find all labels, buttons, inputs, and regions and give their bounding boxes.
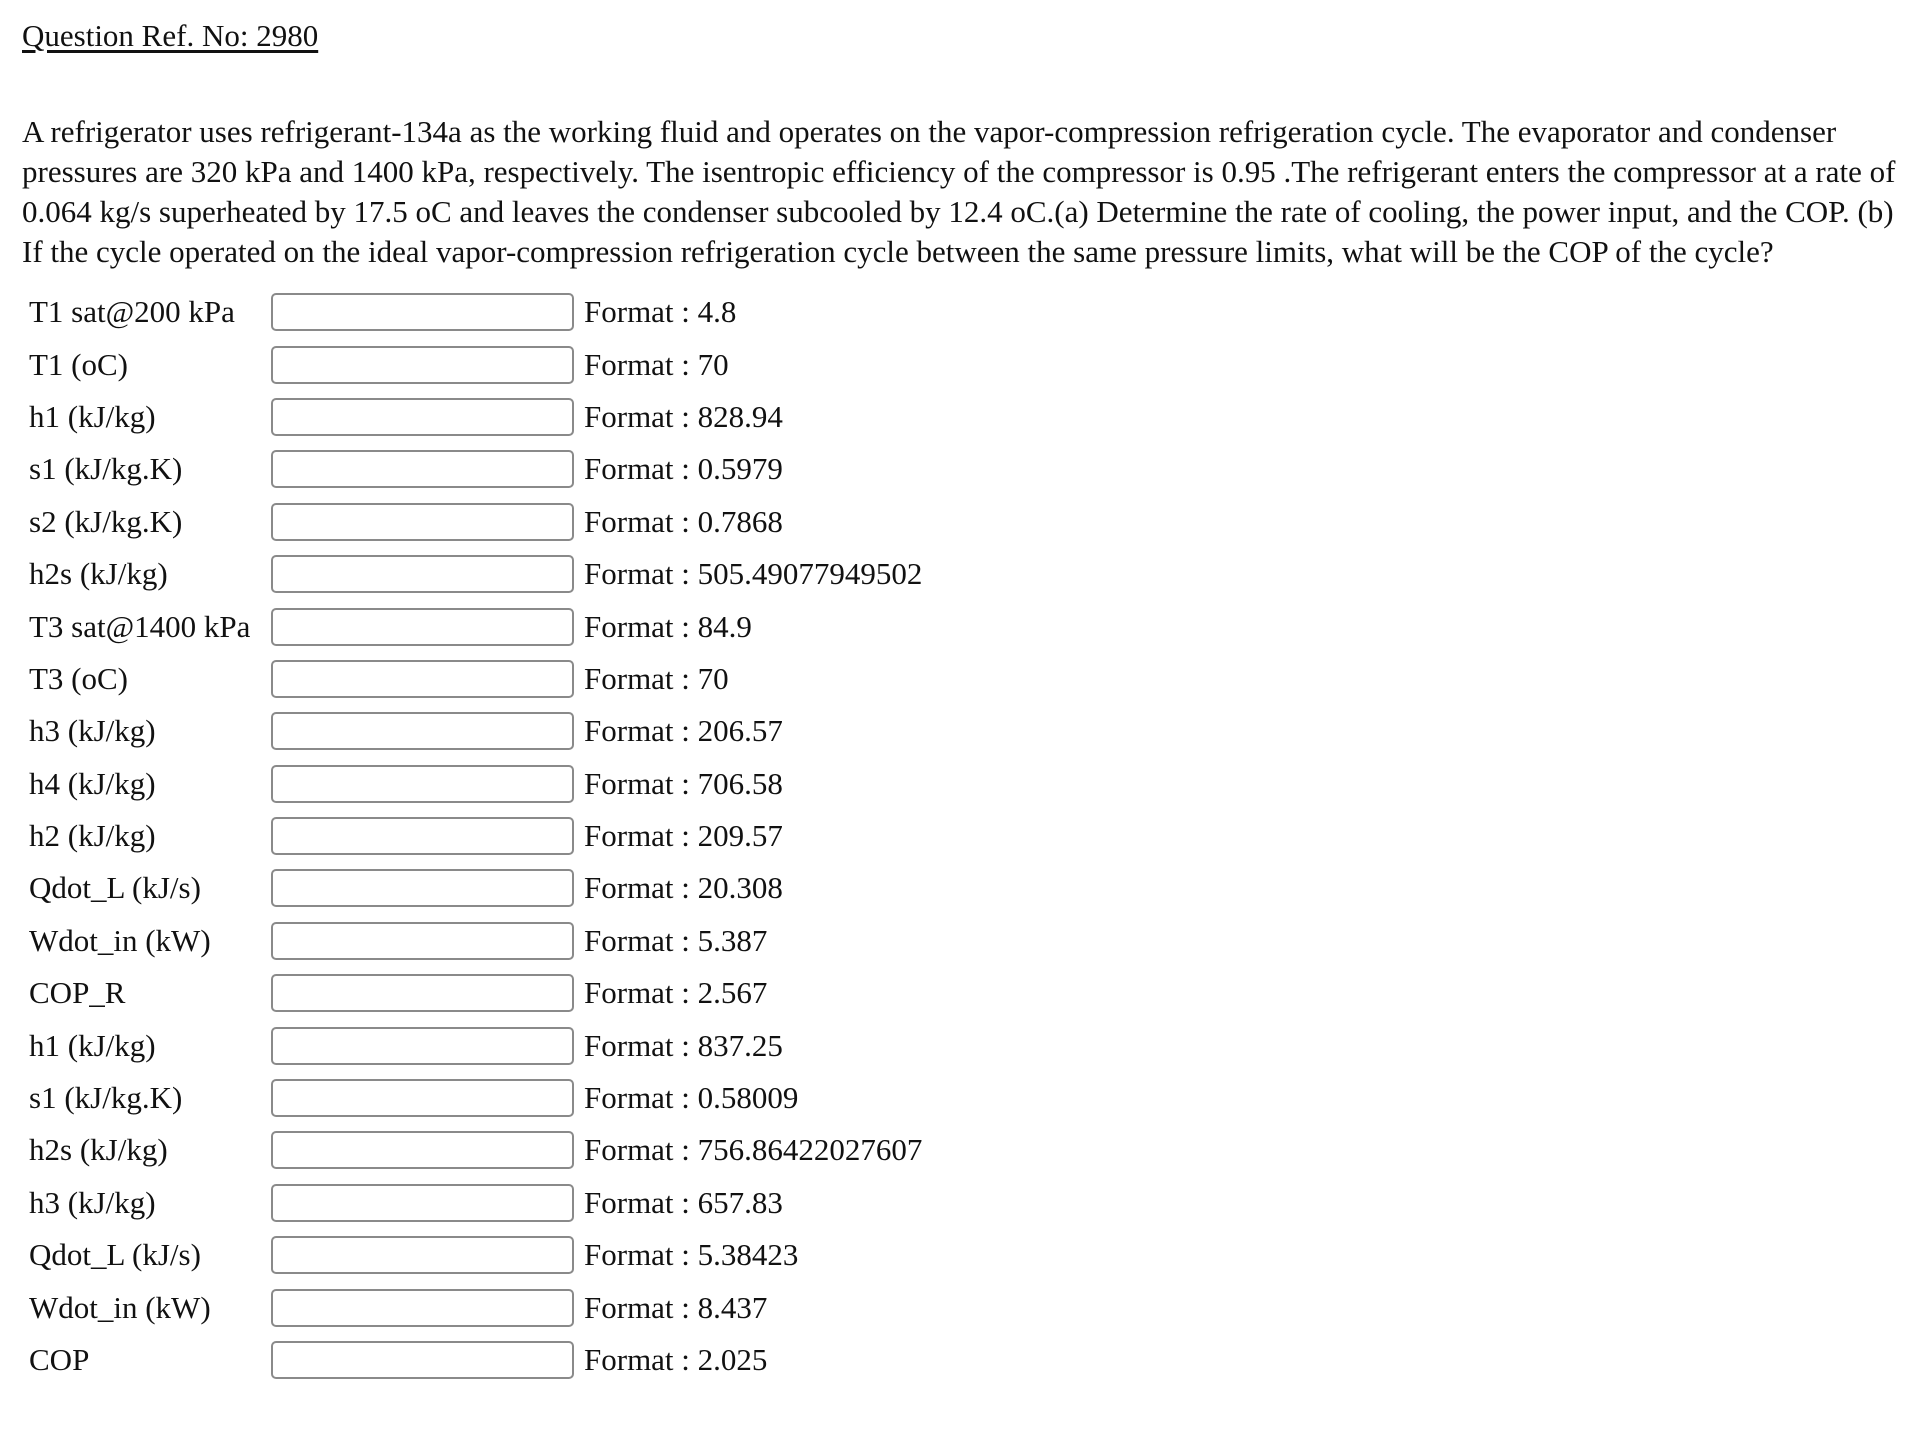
- answer-row-t3: [29, 653, 1923, 705]
- answer-input-t3-sat[interactable]: [271, 608, 574, 646]
- format-hint: Format : 4.8: [584, 294, 737, 330]
- row-label: Wdot_in (kW): [29, 922, 211, 958]
- answer-input-s1[interactable]: [271, 450, 574, 488]
- answer-input-qdot-l-ideal[interactable]: [271, 1236, 574, 1274]
- answer-row-h1: [29, 391, 1923, 443]
- row-label: COP: [29, 1342, 90, 1377]
- row-label: s1 (kJ/kg.K): [29, 1080, 183, 1116]
- row-label: T3 (oC): [29, 660, 129, 696]
- format-hint: Format : 0.58009: [584, 1080, 799, 1116]
- answer-input-qdot-l[interactable]: [271, 869, 574, 907]
- answer-row-t3-sat: [29, 600, 1923, 652]
- row-label: h2 (kJ/kg): [29, 818, 156, 854]
- answer-input-h1-ideal[interactable]: [271, 1027, 574, 1065]
- answer-row-h2: [29, 810, 1923, 862]
- answer-row-h3-ideal: [29, 1177, 1923, 1229]
- format-hint: Format : 657.83: [584, 1184, 783, 1220]
- format-hint: Format : 5.38423: [584, 1237, 799, 1273]
- answer-input-h2[interactable]: [271, 817, 574, 855]
- format-hint: Format : 20.308: [584, 870, 783, 906]
- format-hint: Format : 8.437: [584, 1289, 768, 1325]
- answer-row-cop: [29, 1334, 1923, 1386]
- answer-row-s1-ideal: [29, 1072, 1923, 1124]
- format-hint: Format : 706.58: [584, 765, 783, 801]
- answer-row-cop-r: [29, 967, 1923, 1019]
- row-label: h2s (kJ/kg): [29, 556, 168, 592]
- answer-input-s2[interactable]: [271, 503, 574, 541]
- answer-row-s1: [29, 443, 1923, 495]
- format-hint: Format : 206.57: [584, 713, 783, 749]
- row-label: s1 (kJ/kg.K): [29, 451, 183, 487]
- answer-input-t1-sat[interactable]: [271, 293, 574, 331]
- answer-input-cop-r[interactable]: [271, 974, 574, 1012]
- question-text: A refrigerator uses refrigerant-134a as the working fluid and operates on the vapor-compression refrigeration cycle. The evaporator and condenser pressures are 320 kPa and 1400 kPa, respectively. The isentropic efficiency of the compressor is 0.95 .The refrigerant enters the compressor at a rate of 0.064 kg/s superheated by 17.5 oC and leaves the condenser subcooled by 12.4 oC.(a) Determine the rate of cooling, the power input, and the COP. (b) If the cycle operated on the ideal vapor-compression refrigeration cycle between the same pressure limits, what will be the COP of the cycle?: [22, 114, 1896, 269]
- format-hint: Format : 5.387: [584, 922, 768, 958]
- row-label: Qdot_L (kJ/s): [29, 1237, 201, 1273]
- row-label: h3 (kJ/kg): [29, 713, 156, 749]
- row-label: h1 (kJ/kg): [29, 398, 156, 434]
- format-hint: Format : 505.49077949502: [584, 556, 923, 592]
- answer-row-h2s-ideal: [29, 1124, 1923, 1176]
- answer-input-t1[interactable]: [271, 346, 574, 384]
- format-hint: Format : 756.86422027607: [584, 1132, 923, 1168]
- format-hint: Format : 837.25: [584, 1027, 783, 1063]
- answer-row-h1-ideal: [29, 1019, 1923, 1071]
- format-hint: Format : 2.025: [584, 1342, 768, 1377]
- answer-input-h3-ideal[interactable]: [271, 1184, 574, 1222]
- answer-row-h2s: [29, 548, 1923, 600]
- answer-input-t3[interactable]: [271, 660, 574, 698]
- answer-row-qdot-l-ideal: [29, 1229, 1923, 1281]
- answer-input-h1[interactable]: [271, 398, 574, 436]
- format-hint: Format : 828.94: [584, 398, 783, 434]
- answer-input-h3[interactable]: [271, 712, 574, 750]
- answer-input-s1-ideal[interactable]: [271, 1079, 574, 1117]
- answer-input-h2s[interactable]: [271, 555, 574, 593]
- format-hint: Format : 70: [584, 660, 729, 696]
- format-hint: Format : 0.5979: [584, 451, 783, 487]
- answer-form: [22, 286, 1923, 1386]
- question-reference: Question Ref. No: 2980: [22, 18, 319, 53]
- answer-input-h2s-ideal[interactable]: [271, 1131, 574, 1169]
- format-hint: Format : 2.567: [584, 975, 768, 1011]
- answer-row-t1: [29, 338, 1923, 390]
- answer-row-h4: [29, 758, 1923, 810]
- answer-row-wdot-in: [29, 915, 1923, 967]
- row-label: h4 (kJ/kg): [29, 765, 156, 801]
- answer-row-t1-sat: [29, 286, 1923, 338]
- answer-row-qdot-l: [29, 862, 1923, 914]
- row-label: h3 (kJ/kg): [29, 1184, 156, 1220]
- format-hint: Format : 70: [584, 346, 729, 382]
- format-hint: Format : 0.7868: [584, 503, 783, 539]
- answer-row-wdot-in-ideal: [29, 1281, 1923, 1333]
- answer-input-h4[interactable]: [271, 765, 574, 803]
- row-label: h1 (kJ/kg): [29, 1027, 156, 1063]
- row-label: COP_R: [29, 975, 126, 1011]
- row-label: T1 (oC): [29, 346, 129, 382]
- answer-input-wdot-in-ideal[interactable]: [271, 1289, 574, 1327]
- format-hint: Format : 209.57: [584, 818, 783, 854]
- row-label: h2s (kJ/kg): [29, 1132, 168, 1168]
- row-label: Qdot_L (kJ/s): [29, 870, 201, 906]
- row-label: Wdot_in (kW): [29, 1289, 211, 1325]
- answer-row-h3: [29, 705, 1923, 757]
- answer-input-cop[interactable]: [271, 1341, 574, 1379]
- answer-input-wdot-in[interactable]: [271, 922, 574, 960]
- answer-row-s2: [29, 496, 1923, 548]
- row-label: s2 (kJ/kg.K): [29, 503, 183, 539]
- format-hint: Format : 84.9: [584, 608, 752, 644]
- row-label: T3 sat@1400 kPa: [29, 608, 251, 644]
- row-label: T1 sat@200 kPa: [29, 294, 235, 330]
